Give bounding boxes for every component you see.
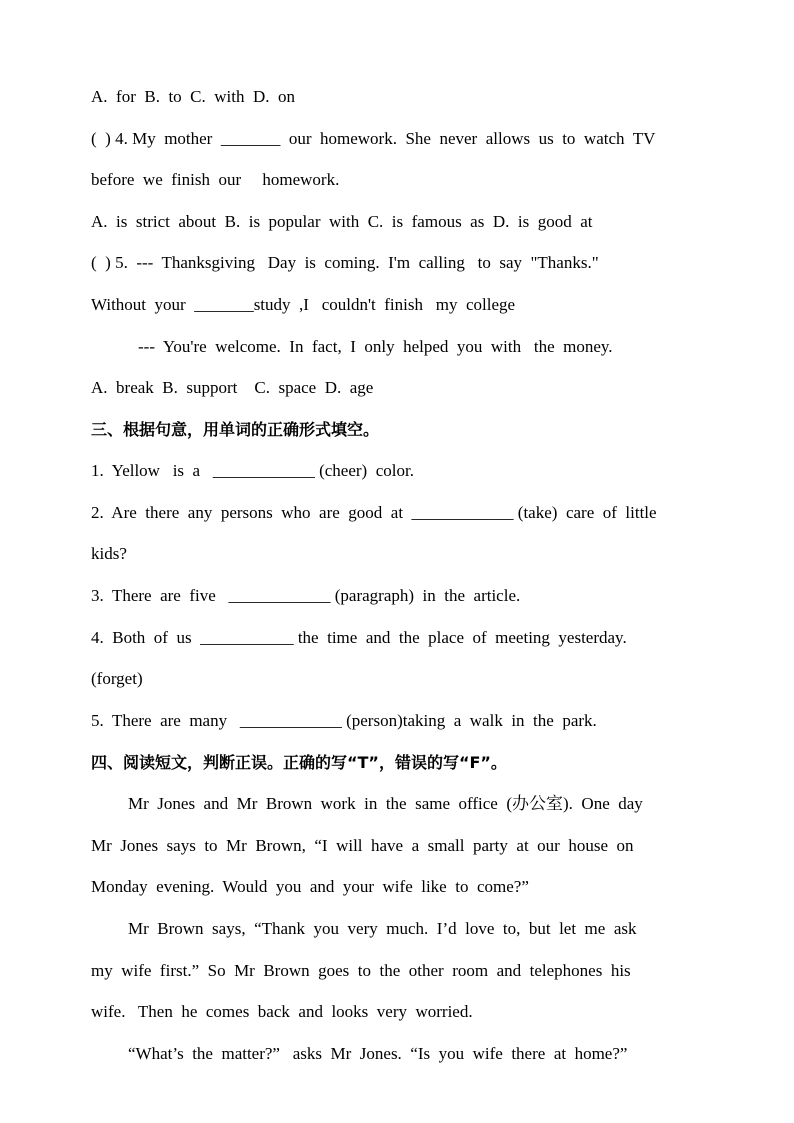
passage-p1-line3: Monday evening. Would you and your wife like to come?”: [91, 877, 529, 896]
passage-p1-line2: Mr Jones says to Mr Brown, “I will have a small party at our house on: [91, 836, 634, 855]
q5-answer-line: --- You're welcome. In fact, I only helped you with the money.: [138, 337, 613, 356]
section3-item3: 3. There are five ____________ (paragraph) in the article.: [91, 586, 521, 605]
q4-question-line2: before we finish our homework.: [91, 170, 340, 189]
q5-question-line1: ( ) 5. --- Thanksgiving Day is coming. I'm calling to say "Thanks.": [91, 253, 599, 272]
passage-p3-line1: “What’s the matter?” asks Mr Jones. “Is you wife there at home?”: [128, 1044, 628, 1063]
section4-heading: 四、阅读短文，判断正误。正确的写“T”，错误的写“F”。: [91, 753, 507, 772]
section3-heading: 三、根据句意，用单词的正确形式填空。: [91, 420, 380, 439]
passage-p1-line1: Mr Jones and Mr Brown work in the same office (办公室). One day: [128, 794, 643, 813]
section3-item2-line1: 2. Are there any persons who are good at ____________ (take) care of little: [91, 503, 657, 522]
section3-item5: 5. There are many ____________ (person)taking a walk in the park.: [91, 711, 597, 730]
q4-options: A. is strict about B. is popular with C. is famous as D. is good at: [91, 212, 593, 231]
q4-question-line1: ( ) 4. My mother _______ our homework. She never allows us to watch TV: [91, 129, 656, 148]
section3-item1: 1. Yellow is a ____________ (cheer) color.: [91, 461, 414, 480]
q5-options: A. break B. support C. space D. age: [91, 378, 374, 397]
section3-item4-line2: (forget): [91, 669, 143, 688]
passage-p2-line1: Mr Brown says, “Thank you very much. I’d love to, but let me ask: [128, 919, 637, 938]
passage-p2-line3: wife. Then he comes back and looks very worried.: [91, 1002, 473, 1021]
section3-item2-line2: kids?: [91, 544, 127, 563]
section3-item4-line1: 4. Both of us ___________ the time and the place of meeting yesterday.: [91, 628, 627, 647]
q5-question-line2: Without your _______study ,I couldn't finish my college: [91, 295, 516, 314]
q3-options: A. for B. to C. with D. on: [91, 87, 295, 106]
passage-p2-line2: my wife first.” So Mr Brown goes to the other room and telephones his: [91, 961, 631, 980]
